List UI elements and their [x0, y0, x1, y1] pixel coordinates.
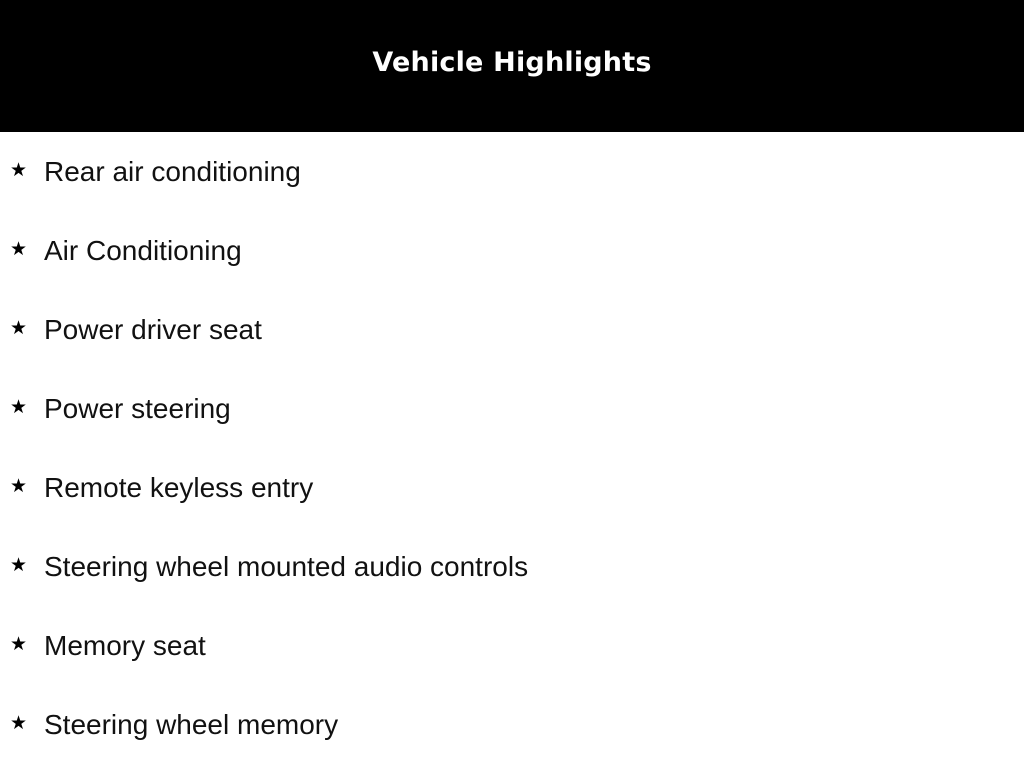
star-icon: ★: [10, 237, 28, 260]
list-item-label: Rear air conditioning: [44, 156, 301, 187]
list-item-label: Steering wheel memory: [44, 709, 339, 740]
list-item-label: Power driver seat: [44, 314, 262, 345]
list-item: [10, 552, 528, 582]
page-header: [0, 0, 1024, 132]
star-icon: ★: [10, 553, 28, 576]
star-icon: ★: [10, 158, 28, 181]
list-item-label: Power steering: [44, 393, 231, 424]
star-icon: ★: [10, 316, 28, 339]
list-item-label: Memory seat: [44, 630, 206, 661]
star-icon: ★: [10, 632, 28, 655]
list-item-label: Remote keyless entry: [44, 472, 314, 503]
list-item: [10, 473, 313, 503]
list-item: [10, 157, 301, 187]
list-item: [10, 710, 338, 740]
list-item-label: Air Conditioning: [44, 235, 242, 266]
list-item: [10, 394, 231, 424]
page-title: Vehicle Highlights: [372, 46, 652, 78]
list-item-label: Steering wheel mounted audio controls: [44, 551, 529, 582]
list-item: [10, 236, 242, 266]
list-item: [10, 315, 262, 345]
star-icon: ★: [10, 711, 28, 734]
star-icon: ★: [10, 474, 28, 497]
list-item: [10, 631, 206, 661]
star-icon: ★: [10, 395, 28, 418]
